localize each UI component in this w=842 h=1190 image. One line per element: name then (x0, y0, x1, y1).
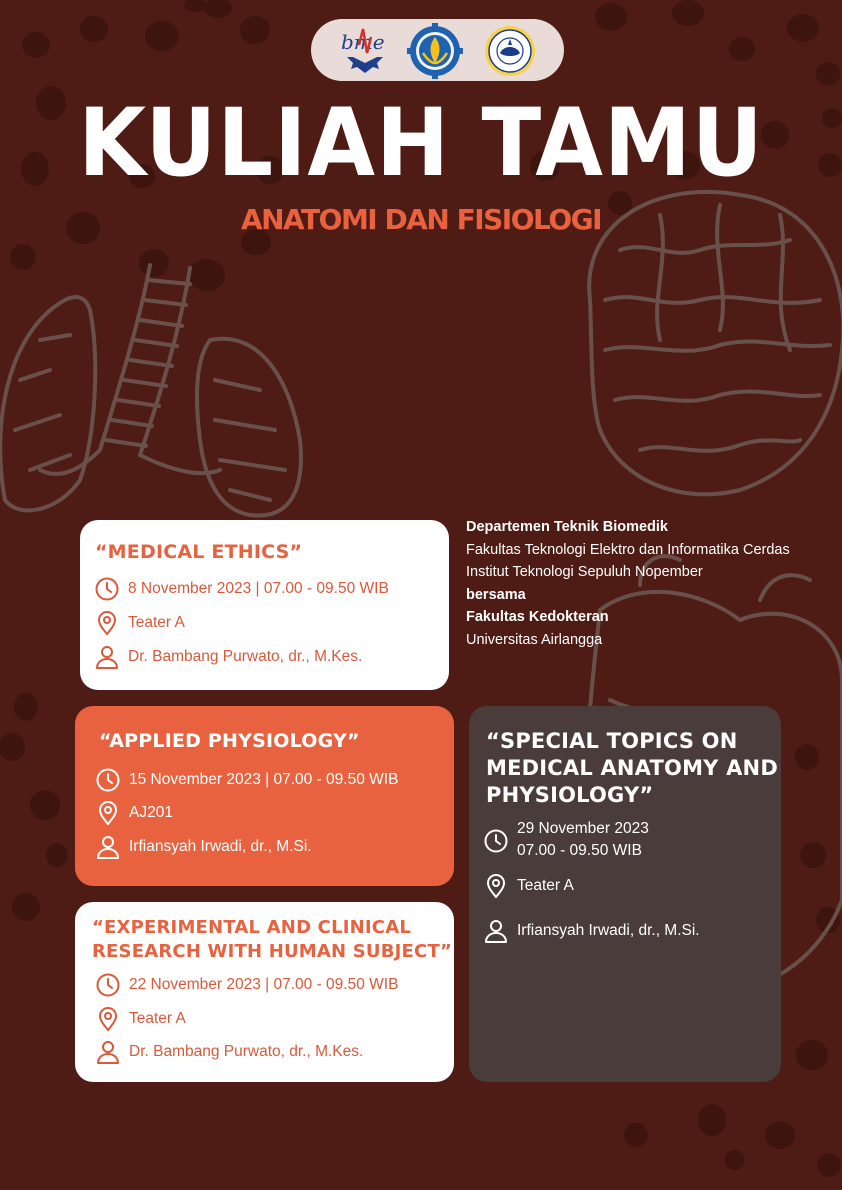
map-pin-icon (483, 873, 509, 899)
session-card-applied-physiology[interactable] (75, 706, 454, 886)
session-card-experimental-research[interactable] (75, 902, 454, 1082)
session-datetime: 22 November 2023 | 07.00 - 09.50 WIB (95, 972, 398, 998)
page-subtitle: ANATOMI DAN FISIOLOGI (240, 203, 602, 236)
session-location: Teater A (483, 873, 574, 899)
clock-icon (483, 828, 509, 854)
clock-icon (94, 576, 120, 602)
session-title: “MEDICAL ETHICS” (95, 541, 303, 563)
bme-logo (337, 23, 393, 79)
svg-text:bme: bme (341, 30, 385, 54)
session-location: Teater A (94, 610, 185, 636)
session-card-special-topics[interactable] (469, 706, 781, 1082)
session-card-medical-ethics[interactable] (80, 520, 449, 690)
session-speaker: Dr. Bambang Purwato, dr., M.Kes. (94, 644, 362, 670)
partner-faculty: Fakultas Kedokteran (466, 609, 609, 625)
clock-icon (95, 767, 121, 793)
organizer-info (466, 516, 826, 651)
session-datetime: 8 November 2023 | 07.00 - 09.50 WIB (94, 576, 389, 602)
session-location: AJ201 (95, 800, 173, 826)
clock-icon (95, 972, 121, 998)
logo-bar (311, 19, 564, 81)
session-title: “APPLIED PHYSIOLOGY” (99, 730, 360, 752)
session-datetime: 29 November 2023 07.00 - 09.50 WIB (483, 818, 649, 862)
person-icon (94, 644, 120, 670)
map-pin-icon (95, 1006, 121, 1032)
person-icon (483, 918, 509, 944)
session-speaker: Irfiansyah Irwadi, dr., M.Si. (95, 834, 312, 860)
session-speaker: Irfiansyah Irwadi, dr., M.Si. (483, 918, 700, 944)
session-title: “SPECIAL TOPICS ON MEDICAL ANATOMY AND PHYSIOLOGY” (486, 729, 778, 807)
session-datetime: 15 November 2023 | 07.00 - 09.50 WIB (95, 767, 398, 793)
organizer-department: Departemen Teknik Biomedik (466, 519, 668, 535)
session-speaker: Dr. Bambang Purwato, dr., M.Kes. (95, 1039, 363, 1065)
its-logo (407, 23, 463, 79)
session-location: Teater A (95, 1006, 186, 1032)
page-title: KULIAH TAMU (78, 89, 764, 198)
session-title: “EXPERIMENTAL AND CLINICAL RESEARCH WITH HUMAN SUBJECT” (92, 917, 452, 962)
organizer-institute: Institut Teknologi Sepuluh Nopember (466, 564, 703, 580)
person-icon (95, 1039, 121, 1065)
unair-logo (482, 23, 538, 79)
map-pin-icon (94, 610, 120, 636)
person-icon (95, 834, 121, 860)
organizer-with: bersama (466, 586, 526, 603)
map-pin-icon (95, 800, 121, 826)
partner-university: Universitas Airlangga (466, 631, 603, 648)
organizer-faculty: Fakultas Teknologi Elektro dan Informatika Cerdas (466, 541, 790, 558)
